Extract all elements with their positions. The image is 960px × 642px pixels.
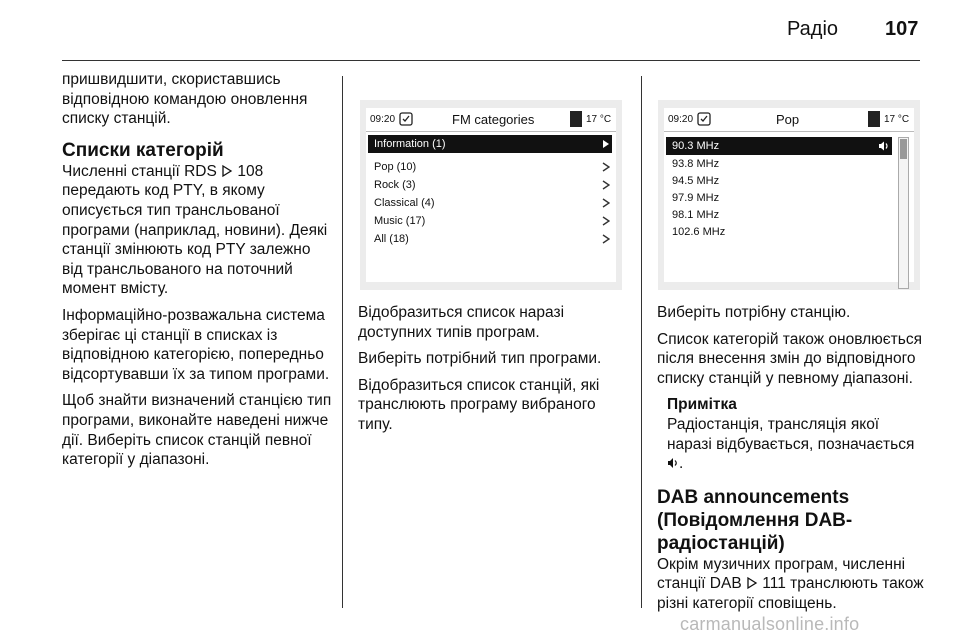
- category-label: All (18): [374, 233, 409, 245]
- screen-separator: [664, 131, 914, 132]
- rds-text-end: передають код PTY, в якому описується тип трансльованої програми (наприклад, новини). Деякі станції змінюють код PTY залежно від трансльованого на поточний момент вмісту.: [62, 182, 328, 298]
- categories-shown-paragraph: Відобразиться список наразі доступних типів програм.: [358, 304, 565, 341]
- chevron-right-icon: [602, 216, 610, 226]
- select-station-paragraph: Виберіть потрібну станцію.: [657, 304, 851, 321]
- chevron-right-icon: [602, 198, 610, 208]
- speaker-icon: [878, 141, 890, 151]
- pop-stations-screen: [664, 108, 914, 282]
- category-label: Pop (10): [374, 161, 417, 173]
- battery-icon: [868, 111, 880, 127]
- dab-paragraph: [657, 555, 927, 614]
- page-reference-icon: [746, 576, 758, 590]
- page-reference-icon: [221, 164, 233, 178]
- chevron-right-icon: [602, 234, 610, 244]
- station-item[interactable]: [666, 206, 892, 224]
- clock-icon: [399, 112, 413, 126]
- screen-time: 09:20: [668, 114, 694, 125]
- page-number: 107: [885, 18, 919, 40]
- select-type-paragraph: Виберіть потрібний тип програми.: [358, 350, 602, 368]
- clock-icon: [697, 112, 711, 126]
- station-frequency: 102.6 MHz: [672, 226, 726, 238]
- category-item[interactable]: [368, 212, 612, 230]
- dab-ref-page[interactable]: 111: [762, 575, 786, 593]
- chevron-right-icon: [602, 162, 610, 172]
- column-divider-right: [641, 76, 642, 608]
- dab-text-end: транслюють також різні категорії сповіщень.: [657, 575, 924, 612]
- page-header: [0, 0, 960, 60]
- rds-paragraph: [62, 162, 332, 299]
- middle-column: [358, 303, 633, 442]
- rds-text-start: Численні станції RDS: [62, 162, 217, 180]
- screen-status-bar: [366, 108, 616, 130]
- rds-ref-page[interactable]: 108: [237, 162, 264, 180]
- station-frequency: 97.9 MHz: [672, 192, 720, 204]
- scrollbar-thumb[interactable]: [900, 139, 907, 159]
- watermark: carmanualsonline.info: [680, 614, 860, 634]
- heading-line: (Повідомлення DAB-: [657, 509, 853, 531]
- battery-icon: [570, 111, 582, 127]
- header-rule: [62, 60, 920, 61]
- station-item[interactable]: [666, 223, 892, 241]
- category-item-selected[interactable]: [368, 135, 612, 153]
- section-heading-categories: Списки категорій: [62, 139, 224, 161]
- dab-announcements-heading: [657, 486, 927, 555]
- category-label: Rock (3): [374, 179, 416, 191]
- scrollbar[interactable]: [898, 137, 909, 289]
- find-paragraph: Щоб знайти визначений станцією тип програми, виконайте наведені нижче дії. Виберіть список станцій певної категорії у діапазоні.: [62, 392, 332, 469]
- column-divider-left: [342, 76, 343, 608]
- storage-paragraph: Інформаційно-розважальна система зберігає ці станції в списках із відповідною категорією, попередньо відсортувавши їх за типом програми.: [62, 306, 330, 383]
- pop-stations-screenshot: [658, 100, 920, 290]
- station-item[interactable]: [666, 172, 892, 190]
- screen-title: Pop: [776, 112, 800, 127]
- stations-shown-paragraph: Відобразиться список станцій, які транслюють програму вибраного типу.: [358, 376, 600, 433]
- category-item[interactable]: [368, 176, 612, 194]
- category-item[interactable]: [368, 194, 612, 212]
- station-item[interactable]: [666, 155, 892, 173]
- screen-time: 09:20: [370, 114, 396, 125]
- intro-paragraph: пришвидшити, скориставшись відповідною командою оновлення списку станцій.: [62, 71, 308, 128]
- category-label: Classical (4): [374, 197, 435, 209]
- station-item[interactable]: [666, 189, 892, 207]
- category-item[interactable]: [368, 158, 612, 176]
- note-block: [667, 395, 927, 473]
- chevron-right-icon: [602, 180, 610, 190]
- station-frequency: 94.5 MHz: [672, 175, 720, 187]
- right-column: [657, 303, 927, 621]
- station-frequency: 98.1 MHz: [672, 209, 720, 221]
- category-label: Information (1): [374, 138, 446, 150]
- screen-temperature: 17 °C: [884, 114, 910, 125]
- screen-title: FM categories: [452, 112, 535, 127]
- station-frequency: 93.8 MHz: [672, 158, 720, 170]
- left-column: [62, 70, 332, 477]
- chapter-title: Радіо: [787, 18, 839, 40]
- note-text: Радіостанція, трансляція якої наразі відбувається, позначається .: [667, 415, 915, 473]
- speaker-icon: [667, 456, 679, 470]
- category-item[interactable]: [368, 230, 612, 248]
- station-item-selected[interactable]: [666, 137, 892, 155]
- note-body: Радіостанція, трансляція якої наразі відбувається, позначається: [667, 415, 915, 453]
- screen-temperature: 17 °C: [586, 114, 612, 125]
- heading-line: радіостанцій): [657, 532, 785, 554]
- category-label: Music (17): [374, 215, 426, 227]
- chevron-right-icon: [602, 139, 610, 149]
- fm-categories-screen: [366, 108, 616, 282]
- dab-text-start: Окрім музичних програм, численні станції DAB: [657, 555, 906, 593]
- list-update-paragraph: Список категорій також оновлюється після внесення змін до відповідного списку станцій у певному діапазоні.: [657, 330, 922, 387]
- note-title: Примітка: [667, 396, 737, 414]
- screen-separator: [366, 131, 616, 132]
- station-frequency: 90.3 MHz: [672, 140, 720, 152]
- screen-status-bar: [664, 108, 914, 130]
- heading-line: DAB announcements: [657, 486, 850, 508]
- fm-categories-screenshot: [360, 100, 622, 290]
